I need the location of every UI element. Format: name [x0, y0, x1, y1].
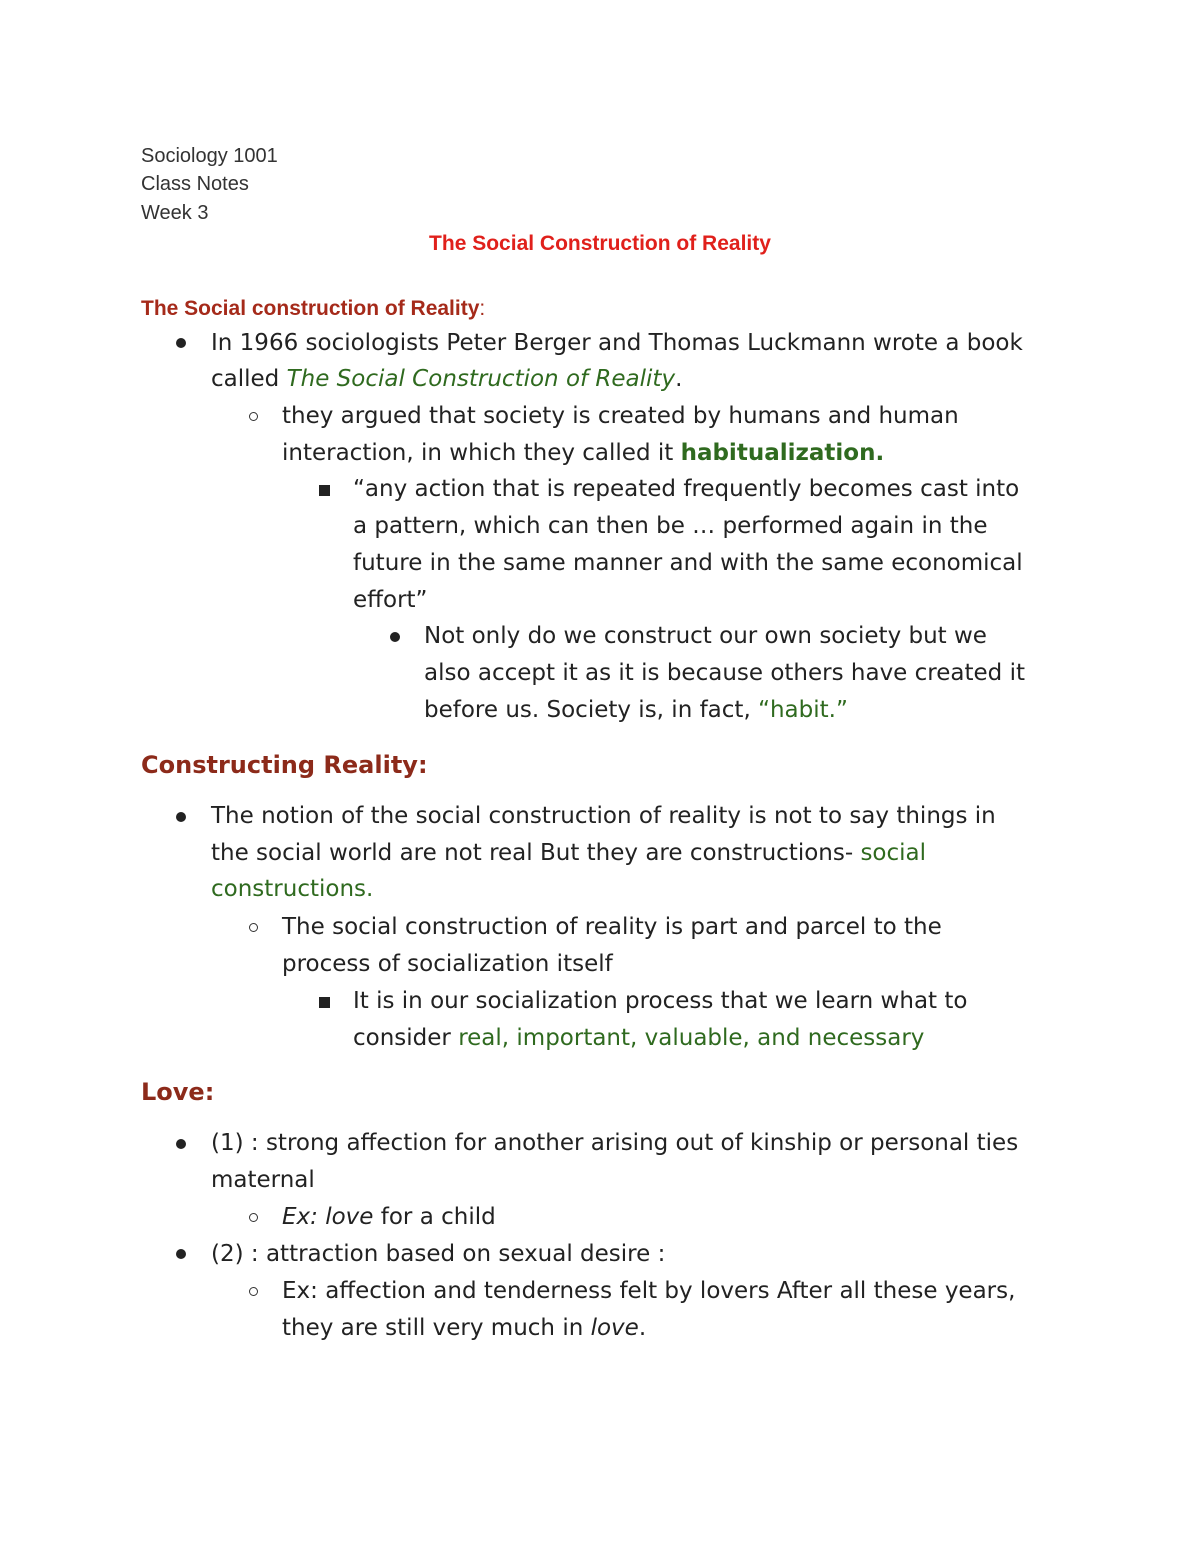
example-word-love: love [590, 1315, 639, 1341]
section-heading-love: Love: [141, 1078, 215, 1106]
bullet-circle-icon [249, 1213, 258, 1222]
bullet-dot-icon [176, 812, 186, 822]
list-item-text: (2) : attraction based on sexual desire : [211, 1241, 666, 1267]
key-term-constructions: constructions. [211, 876, 374, 902]
bullet-circle-icon [249, 412, 258, 421]
text-segment: they are still very much in [282, 1315, 591, 1341]
bullet-dot-icon [176, 338, 186, 348]
list-item-text: It is in our socialization process that we learn what to [353, 988, 968, 1014]
list-item-text: In 1966 sociologists Peter Berger and Thomas Luckmann wrote a book [211, 330, 1023, 356]
quote-text: “any action that is repeated frequently becomes cast into [353, 476, 1020, 502]
list-item-text: also accept it as it is because others have created it [424, 660, 1025, 686]
bullet-square-icon [319, 485, 330, 496]
list-item-text [424, 699, 848, 722]
bullet-dot-icon [390, 632, 400, 642]
list-item-text: maternal [211, 1167, 315, 1193]
list-item-text: process of socialization itself [282, 951, 613, 977]
key-term-habitualization: habitualization. [680, 440, 885, 466]
example-text: Ex: affection and tenderness felt by lovers After all these years, [282, 1278, 1016, 1304]
example-label: Ex: [282, 1204, 326, 1230]
list-item-text [211, 368, 682, 391]
key-term-habit: “habit.” [758, 697, 848, 723]
bullet-dot-icon [176, 1139, 186, 1149]
bullet-circle-icon [249, 923, 258, 932]
text-segment: for a child [373, 1204, 496, 1230]
bullet-dot-icon [176, 1249, 186, 1259]
section-heading-colon: : [479, 297, 486, 320]
bullet-circle-icon [249, 1287, 258, 1296]
week-label: Week 3 [141, 202, 209, 224]
list-item-text: The notion of the social construction of reality is not to say things in [211, 803, 996, 829]
example-word-love: love [325, 1204, 374, 1230]
section-heading-text: The Social construction of Reality [141, 297, 480, 320]
list-item-text: Not only do we construct our own society but we [424, 623, 987, 649]
text-segment: called [211, 366, 287, 392]
bullet-square-icon [319, 997, 330, 1008]
list-item-text [282, 442, 884, 465]
example-text [282, 1206, 496, 1229]
document-title: The Social Construction of Reality [429, 232, 771, 255]
text-segment: . [638, 1315, 647, 1341]
text-segment: consider [353, 1025, 459, 1051]
quote-text: a pattern, which can then be … performed again in the [353, 513, 988, 539]
key-term-social: social [860, 840, 927, 866]
quote-text: effort” [353, 587, 428, 613]
text-segment: the social world are not real But they are constructions- [211, 840, 861, 866]
key-terms-values: real, important, valuable, and necessary [458, 1025, 925, 1051]
course-name: Sociology 1001 [141, 145, 278, 167]
list-item-text: The social construction of reality is part and parcel to the [282, 914, 942, 940]
list-item-text: (1) : strong affection for another arising out of kinship or personal ties [211, 1130, 1019, 1156]
text-segment: . [675, 366, 683, 392]
quote-text: future in the same manner and with the same economical [353, 550, 1023, 576]
text-segment: interaction, in which they called it [282, 440, 681, 466]
example-text [282, 1317, 646, 1340]
list-item-text: they argued that society is created by humans and human [282, 403, 959, 429]
book-title: The Social Construction of Reality [286, 366, 676, 392]
list-item-text [211, 842, 926, 865]
section-heading-constructing-reality: Constructing Reality: [141, 751, 428, 779]
document-type: Class Notes [141, 173, 249, 195]
text-segment: before us. Society is, in fact, [424, 697, 759, 723]
list-item-text [353, 1027, 924, 1050]
section-heading-social-construction [141, 297, 485, 321]
